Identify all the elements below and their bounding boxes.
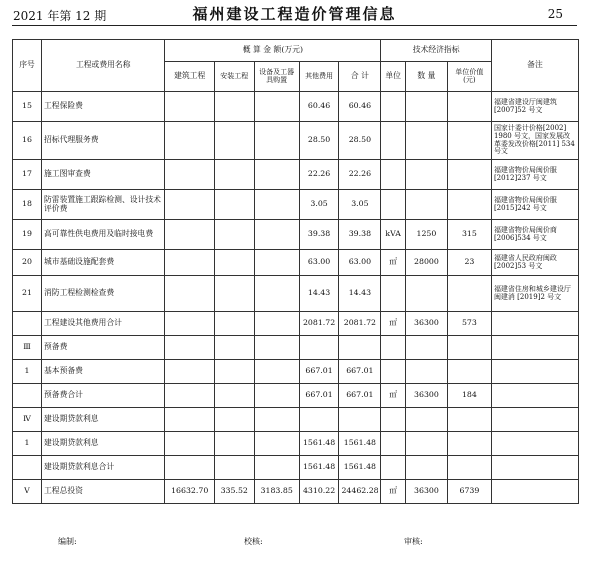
table-row — [13, 276, 579, 312]
cell-other: 667.01 — [299, 384, 339, 408]
cell-unit-value — [447, 190, 491, 220]
cell-equipment — [254, 190, 299, 220]
cell-construction — [165, 432, 214, 456]
page-number: 25 — [547, 7, 563, 21]
cell-construction — [165, 276, 214, 312]
cell-quantity — [406, 92, 448, 122]
cell-quantity: 1250 — [406, 220, 448, 250]
cell-name: 基本预备费 — [41, 360, 165, 384]
compiled-by-label: 编制: — [58, 537, 77, 546]
cell-equipment — [254, 384, 299, 408]
cell-equipment — [254, 312, 299, 336]
table-header-row-1 — [13, 40, 579, 62]
table-body — [13, 92, 579, 504]
cell-unit-value — [447, 456, 491, 480]
cell-remarks: 福建省物价局闽价商[2006]534 号文 — [491, 220, 578, 250]
cell-unit — [381, 160, 406, 190]
cell-equipment: 3183.85 — [254, 480, 299, 504]
cell-seq: 20 — [13, 250, 42, 276]
cell-seq — [13, 312, 42, 336]
cell-installation — [214, 384, 254, 408]
cell-seq: 15 — [13, 92, 42, 122]
cell-quantity — [406, 456, 448, 480]
cell-unit-value — [447, 160, 491, 190]
cell-total: 60.46 — [339, 92, 381, 122]
cell-other: 60.46 — [299, 92, 339, 122]
cell-name: 防雷装置施工跟踪检测、设计技术评价费 — [41, 190, 165, 220]
cell-seq — [13, 384, 42, 408]
cell-remarks: 福建省住房和城乡建设厅闽建消 [2019]2 号文 — [491, 276, 578, 312]
cell-total: 24462.28 — [339, 480, 381, 504]
cell-unit-value: 573 — [447, 312, 491, 336]
cell-installation — [214, 456, 254, 480]
reviewed-by-label: 审核: — [404, 537, 423, 546]
cell-other: 4310.22 — [299, 480, 339, 504]
cell-unit-value — [447, 336, 491, 360]
cell-remarks: 福建省物价局闽价服[2015]242 号文 — [491, 190, 578, 220]
cell-quantity — [406, 122, 448, 160]
cell-unit — [381, 336, 406, 360]
cell-equipment — [254, 122, 299, 160]
table-row — [13, 360, 579, 384]
col-installation-header: 安装工程 — [214, 62, 254, 92]
cell-construction — [165, 92, 214, 122]
cell-other: 1561.48 — [299, 432, 339, 456]
table-row — [13, 384, 579, 408]
cell-remarks — [491, 408, 578, 432]
cell-other: 667.01 — [299, 360, 339, 384]
cell-equipment — [254, 276, 299, 312]
table-row — [13, 190, 579, 220]
checked-by-label: 校核: — [244, 537, 263, 546]
cell-equipment — [254, 360, 299, 384]
cell-unit — [381, 408, 406, 432]
cell-unit — [381, 456, 406, 480]
col-equipment-header: 设备及工器具购置 — [254, 62, 299, 92]
cell-quantity: 28000 — [406, 250, 448, 276]
cell-name: 建设期贷款利息 — [41, 408, 165, 432]
cell-equipment — [254, 220, 299, 250]
cell-unit-value — [447, 92, 491, 122]
cell-other: 14.43 — [299, 276, 339, 312]
estimate-table — [12, 39, 579, 504]
cell-quantity — [406, 360, 448, 384]
cell-seq: 18 — [13, 190, 42, 220]
cell-unit: ㎡ — [381, 480, 406, 504]
cell-unit — [381, 360, 406, 384]
cell-installation — [214, 250, 254, 276]
col-construction-header: 建筑工程 — [165, 62, 214, 92]
table-row — [13, 336, 579, 360]
table-row — [13, 408, 579, 432]
cell-name: 消防工程检测检查费 — [41, 276, 165, 312]
cell-total: 3.05 — [339, 190, 381, 220]
cell-other: 28.50 — [299, 122, 339, 160]
table-row — [13, 432, 579, 456]
cell-total: 39.38 — [339, 220, 381, 250]
issue-label: 2021 年第 12 期 — [13, 9, 107, 23]
cell-installation — [214, 276, 254, 312]
cell-unit-value — [447, 122, 491, 160]
cell-unit-value — [447, 408, 491, 432]
cell-construction — [165, 220, 214, 250]
cell-remarks — [491, 456, 578, 480]
cell-unit: ㎡ — [381, 250, 406, 276]
cell-total: 63.00 — [339, 250, 381, 276]
cell-quantity: 36300 — [406, 480, 448, 504]
page-header — [0, 0, 589, 34]
cell-equipment — [254, 92, 299, 122]
cell-installation — [214, 160, 254, 190]
cell-remarks — [491, 360, 578, 384]
col-seq-header: 序号 — [13, 40, 42, 92]
cell-other: 63.00 — [299, 250, 339, 276]
cell-unit-value — [447, 432, 491, 456]
cell-quantity — [406, 408, 448, 432]
cell-installation — [214, 92, 254, 122]
cell-construction — [165, 312, 214, 336]
cell-unit-value: 23 — [447, 250, 491, 276]
cell-seq: 16 — [13, 122, 42, 160]
cell-quantity: 36300 — [406, 384, 448, 408]
cell-construction — [165, 384, 214, 408]
cell-unit-value: 315 — [447, 220, 491, 250]
cell-name: 预备费 — [41, 336, 165, 360]
cell-remarks — [491, 312, 578, 336]
table-row — [13, 122, 579, 160]
cell-unit-value: 184 — [447, 384, 491, 408]
cell-construction — [165, 456, 214, 480]
col-unit-value-header: 单位价值(元) — [447, 62, 491, 92]
cell-unit-value: 6739 — [447, 480, 491, 504]
cell-total — [339, 336, 381, 360]
cell-name: 工程保险费 — [41, 92, 165, 122]
col-unit-header: 单位 — [381, 62, 406, 92]
col-total-header: 合 计 — [339, 62, 381, 92]
cell-total: 1561.48 — [339, 432, 381, 456]
cell-quantity — [406, 432, 448, 456]
cell-installation — [214, 336, 254, 360]
table-row — [13, 312, 579, 336]
cell-remarks — [491, 336, 578, 360]
cell-total: 22.26 — [339, 160, 381, 190]
cell-other: 2081.72 — [299, 312, 339, 336]
table-row — [13, 160, 579, 190]
journal-title: 福州建设工程造价管理信息 — [192, 5, 397, 23]
cell-equipment — [254, 250, 299, 276]
cell-total: 667.01 — [339, 360, 381, 384]
cell-name: 预备费合计 — [41, 384, 165, 408]
cell-other: 1561.48 — [299, 456, 339, 480]
cell-name: 建设期贷款利息 — [41, 432, 165, 456]
table-row — [13, 480, 579, 504]
cell-total: 28.50 — [339, 122, 381, 160]
estimate-group-header: 概 算 金 额(万元) — [165, 40, 381, 62]
cell-equipment — [254, 456, 299, 480]
cell-installation — [214, 312, 254, 336]
cell-construction — [165, 360, 214, 384]
tech-group-header: 技术经济指标 — [381, 40, 492, 62]
cell-name: 施工图审查费 — [41, 160, 165, 190]
table-row — [13, 92, 579, 122]
cell-unit — [381, 276, 406, 312]
cell-seq: 1 — [13, 432, 42, 456]
cell-unit — [381, 190, 406, 220]
cell-remarks — [491, 480, 578, 504]
cell-installation — [214, 432, 254, 456]
header-rule — [12, 25, 577, 26]
cell-remarks: 福建省建设厅闽建筑[2007]52 号文 — [491, 92, 578, 122]
cell-total: 1561.48 — [339, 456, 381, 480]
table-row — [13, 220, 579, 250]
cell-other — [299, 408, 339, 432]
cell-quantity — [406, 190, 448, 220]
cell-other: 22.26 — [299, 160, 339, 190]
cell-remarks: 福建省人民政府闽政[2002]53 号文 — [491, 250, 578, 276]
cell-name: 高可靠性供电费用及临时接电费 — [41, 220, 165, 250]
cell-unit — [381, 432, 406, 456]
table-row — [13, 456, 579, 480]
cell-construction — [165, 160, 214, 190]
cell-seq — [13, 456, 42, 480]
cell-name: 工程总投资 — [41, 480, 165, 504]
cell-quantity — [406, 336, 448, 360]
cell-installation — [214, 360, 254, 384]
cell-quantity: 36300 — [406, 312, 448, 336]
cell-unit: ㎡ — [381, 384, 406, 408]
cell-remarks — [491, 384, 578, 408]
cell-equipment — [254, 160, 299, 190]
cell-name: 建设期贷款利息合计 — [41, 456, 165, 480]
cell-quantity — [406, 160, 448, 190]
cell-quantity — [406, 276, 448, 312]
cell-seq: Ⅳ — [13, 408, 42, 432]
cell-unit: kVA — [381, 220, 406, 250]
cell-total: 667.01 — [339, 384, 381, 408]
cell-name: 工程建设其他费用合计 — [41, 312, 165, 336]
cell-installation — [214, 190, 254, 220]
cell-construction — [165, 408, 214, 432]
col-remarks-header: 备注 — [491, 40, 578, 92]
cell-construction — [165, 190, 214, 220]
cell-installation: 335.52 — [214, 480, 254, 504]
cell-other: 39.38 — [299, 220, 339, 250]
cell-seq: Ⅲ — [13, 336, 42, 360]
cell-total — [339, 408, 381, 432]
cell-total: 14.43 — [339, 276, 381, 312]
cell-other — [299, 336, 339, 360]
cell-installation — [214, 408, 254, 432]
cell-other: 3.05 — [299, 190, 339, 220]
cell-seq: 17 — [13, 160, 42, 190]
cell-name: 招标代理服务费 — [41, 122, 165, 160]
table-row — [13, 250, 579, 276]
cell-remarks: 福建省物价局闽价服[2012]237 号文 — [491, 160, 578, 190]
cell-seq: 19 — [13, 220, 42, 250]
cell-seq: Ⅴ — [13, 480, 42, 504]
cell-construction — [165, 250, 214, 276]
col-name-header: 工程或费用名称 — [41, 40, 165, 92]
cell-unit-value — [447, 276, 491, 312]
cell-unit — [381, 122, 406, 160]
cell-unit: ㎡ — [381, 312, 406, 336]
cell-remarks: 国家计委计价格[2002] 1980 号文，国家发展改革委发改价格[2011] 534 号文 — [491, 122, 578, 160]
cell-installation — [214, 220, 254, 250]
cell-seq: 1 — [13, 360, 42, 384]
col-quantity-header: 数 量 — [406, 62, 448, 92]
cell-total: 2081.72 — [339, 312, 381, 336]
cell-remarks — [491, 432, 578, 456]
cell-construction: 16632.70 — [165, 480, 214, 504]
cell-unit-value — [447, 360, 491, 384]
cell-unit — [381, 92, 406, 122]
col-other-header: 其他费用 — [299, 62, 339, 92]
cell-construction — [165, 336, 214, 360]
cell-name: 城市基础设施配套费 — [41, 250, 165, 276]
cell-seq: 21 — [13, 276, 42, 312]
cell-equipment — [254, 408, 299, 432]
cell-construction — [165, 122, 214, 160]
cell-equipment — [254, 336, 299, 360]
cell-equipment — [254, 432, 299, 456]
cell-installation — [214, 122, 254, 160]
